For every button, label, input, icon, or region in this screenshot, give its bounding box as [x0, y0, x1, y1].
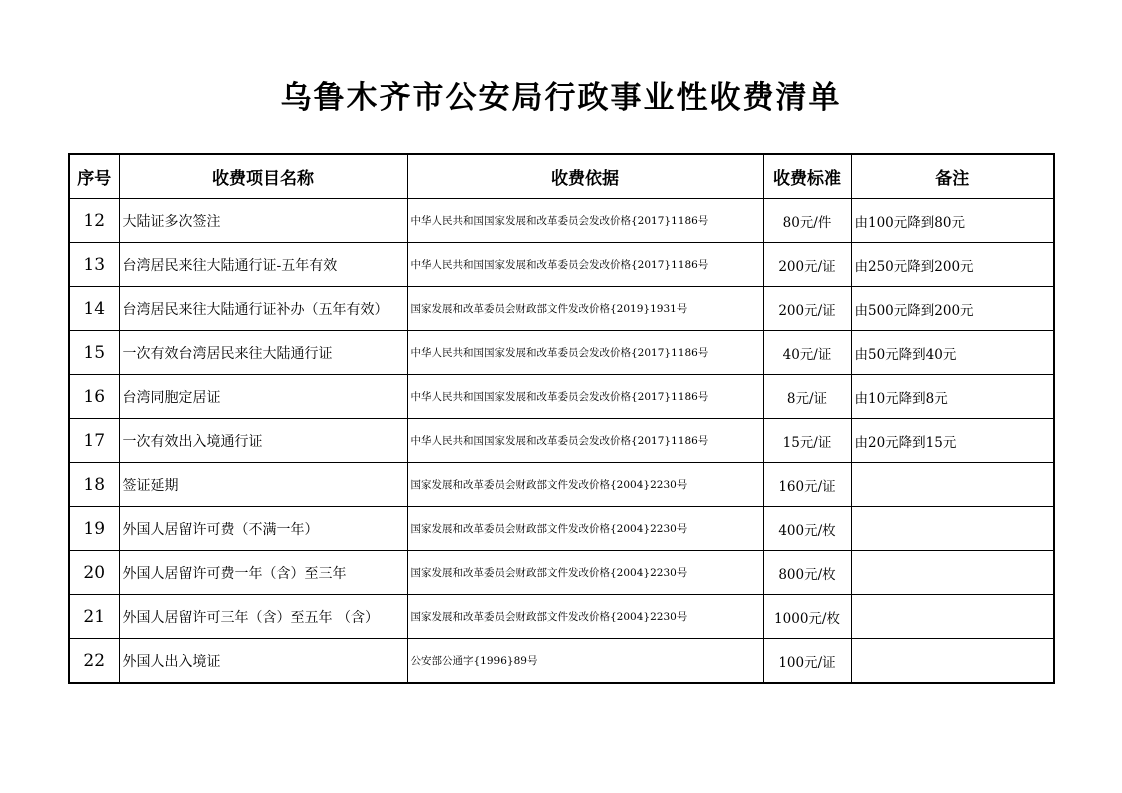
table-header-row	[69, 154, 1054, 199]
row-standard: 40元/证	[763, 331, 851, 375]
row-standard: 800元/枚	[763, 551, 851, 595]
row-no: 22	[69, 639, 119, 684]
row-no: 20	[69, 551, 119, 595]
row-standard: 100元/证	[763, 639, 851, 684]
table-row	[69, 595, 1054, 639]
row-note: 由10元降到8元	[851, 375, 1054, 419]
table-row	[69, 243, 1054, 287]
table-row	[69, 199, 1054, 243]
page-title: 乌鲁木齐市公安局行政事业性收费清单	[280, 80, 842, 116]
row-no: 12	[69, 199, 119, 243]
header-basis: 收费依据	[407, 154, 763, 199]
row-standard: 8元/证	[763, 375, 851, 419]
row-name: 外国人出入境证	[119, 639, 407, 684]
row-note: 由50元降到40元	[851, 331, 1054, 375]
table-row	[69, 463, 1054, 507]
row-basis: 公安部公通字{1996}89号	[407, 639, 763, 684]
row-no: 14	[69, 287, 119, 331]
row-no: 13	[69, 243, 119, 287]
row-name: 一次有效台湾居民来往大陆通行证	[119, 331, 407, 375]
row-note	[851, 639, 1054, 684]
row-name: 台湾居民来往大陆通行证-五年有效	[119, 243, 407, 287]
row-no: 17	[69, 419, 119, 463]
row-name: 台湾居民来往大陆通行证补办（五年有效）	[119, 287, 407, 331]
table-row	[69, 639, 1054, 684]
header-no: 序号	[69, 154, 119, 199]
row-standard: 400元/枚	[763, 507, 851, 551]
table-row	[69, 507, 1054, 551]
row-standard: 160元/证	[763, 463, 851, 507]
fee-table	[68, 153, 1055, 684]
row-standard: 80元/件	[763, 199, 851, 243]
row-name: 签证延期	[119, 463, 407, 507]
row-standard: 200元/证	[763, 243, 851, 287]
row-basis: 中华人民共和国国家发展和改革委员会发改价格{2017}1186号	[407, 419, 763, 463]
header-standard: 收费标准	[763, 154, 851, 199]
row-basis: 国家发展和改革委员会财政部文件发改价格{2004}2230号	[407, 551, 763, 595]
row-name: 外国人居留许可费（不满一年）	[119, 507, 407, 551]
header-name: 收费项目名称	[119, 154, 407, 199]
table-row	[69, 331, 1054, 375]
row-no: 19	[69, 507, 119, 551]
row-name: 外国人居留许可三年（含）至五年 （含）	[119, 595, 407, 639]
row-note: 由250元降到200元	[851, 243, 1054, 287]
table-row	[69, 375, 1054, 419]
row-no: 18	[69, 463, 119, 507]
row-note: 由500元降到200元	[851, 287, 1054, 331]
row-basis: 国家发展和改革委员会财政部文件发改价格{2004}2230号	[407, 595, 763, 639]
row-note: 由100元降到80元	[851, 199, 1054, 243]
row-no: 16	[69, 375, 119, 419]
table-row	[69, 419, 1054, 463]
row-basis: 中华人民共和国国家发展和改革委员会发改价格{2017}1186号	[407, 243, 763, 287]
table-row	[69, 287, 1054, 331]
row-name: 大陆证多次签注	[119, 199, 407, 243]
row-no: 21	[69, 595, 119, 639]
row-basis: 中华人民共和国国家发展和改革委员会发改价格{2017}1186号	[407, 331, 763, 375]
row-name: 一次有效出入境通行证	[119, 419, 407, 463]
row-note: 由20元降到15元	[851, 419, 1054, 463]
row-basis: 中华人民共和国国家发展和改革委员会发改价格{2017}1186号	[407, 375, 763, 419]
row-basis: 国家发展和改革委员会财政部文件发改价格{2019}1931号	[407, 287, 763, 331]
row-basis: 国家发展和改革委员会财政部文件发改价格{2004}2230号	[407, 463, 763, 507]
row-note	[851, 463, 1054, 507]
row-name: 台湾同胞定居证	[119, 375, 407, 419]
row-standard: 1000元/枚	[763, 595, 851, 639]
row-note	[851, 507, 1054, 551]
row-note	[851, 595, 1054, 639]
header-note: 备注	[851, 154, 1054, 199]
row-basis: 中华人民共和国国家发展和改革委员会发改价格{2017}1186号	[407, 199, 763, 243]
row-standard: 200元/证	[763, 287, 851, 331]
row-name: 外国人居留许可费一年（含）至三年	[119, 551, 407, 595]
row-note	[851, 551, 1054, 595]
row-no: 15	[69, 331, 119, 375]
row-basis: 国家发展和改革委员会财政部文件发改价格{2004}2230号	[407, 507, 763, 551]
row-standard: 15元/证	[763, 419, 851, 463]
table-row	[69, 551, 1054, 595]
